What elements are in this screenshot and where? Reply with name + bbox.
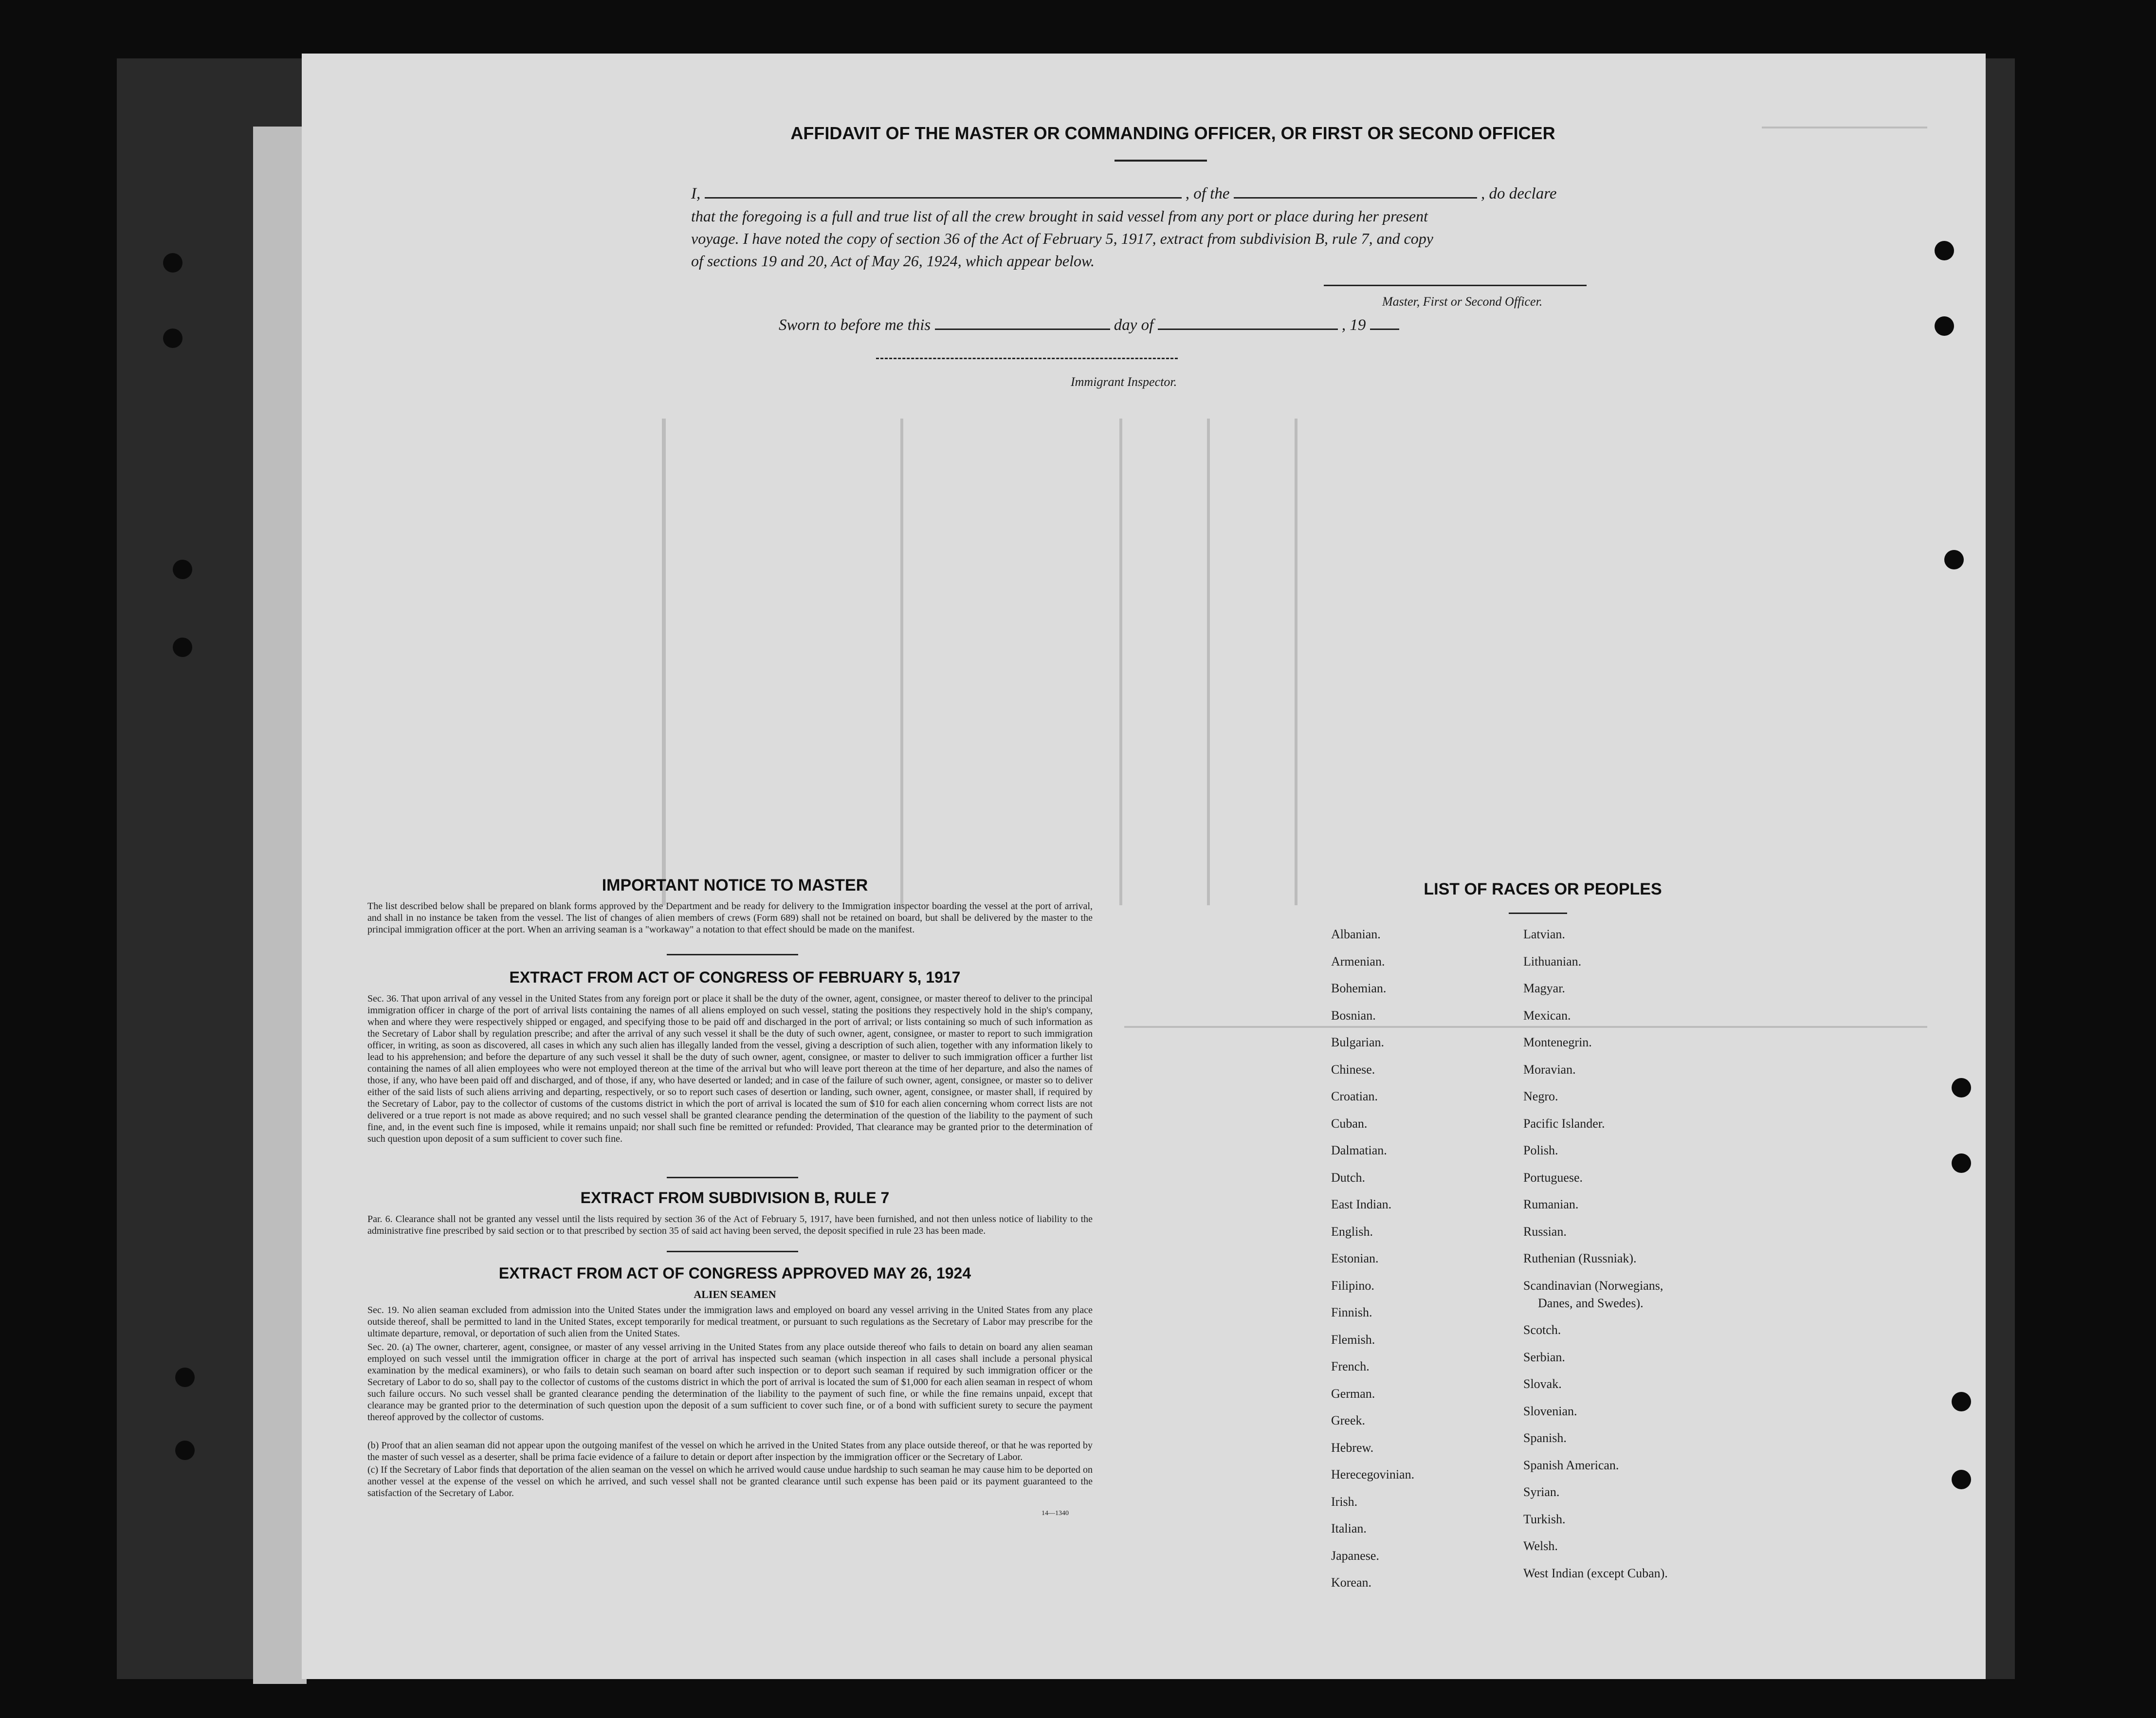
punch-hole [1952,1078,1971,1097]
race-item: Lithuanian. [1523,954,1582,969]
affidavit-line-1 [691,183,1635,205]
race-item: Italian. [1331,1521,1367,1535]
race-item: French. [1331,1359,1370,1373]
master-signature-line[interactable] [1324,285,1587,286]
affidavit-line-2: that the foregoing is a full and true list of all the crew brought in said vessel from any port or place during her present [691,207,1428,225]
punch-hole [173,638,192,657]
sworn-month-blank[interactable] [1158,316,1338,330]
sworn-text: Sworn to before me this [779,316,931,334]
race-item: Hebrew. [1331,1440,1374,1455]
underlying-page-edge [253,127,307,1684]
master-signature-caption: Master, First or Second Officer. [1382,294,1543,309]
affidavit-i: I, [691,185,701,202]
sworn-year-blank[interactable] [1370,316,1399,330]
extract-1924-sec20a: Sec. 20. (a) The owner, charterer, agent, consignee, or master of any vessel arriving in the United States from any place outside thereof who fails to detain on board any alien seaman employed on such vessel until the immigration officer in charge at the port of arrival has inspected such seaman (which inspection in all cases shall include a personal physical examination by the medical examiners), or who fails to detain such seaman on board after such inspection or to deport such seaman if required by such immigration officer or the Secretary of Labor to do so, shall pay to the collector of customs of the customs district in which the port of arrival is located the sum of $1,000 for each alien seaman in respect of whom such failure occurs. No such vessel shall be granted clearance pending the determination of the liability to the payment of such fine, or while the fine remains unpaid, except that clearance may be granted prior to the determination of such question upon the deposit of a sum sufficient to cover such fine, or of a bond with sufficient surety to secure the payment thereof approved by the collector of customs. [367,1342,1093,1423]
officer-name-blank[interactable] [705,184,1182,199]
sworn-year-prefix: , 19 [1341,316,1366,334]
manifest-page [302,54,1986,1679]
race-item: East Indian. [1331,1197,1392,1211]
race-item: Greek. [1331,1413,1366,1427]
race-item: Irish. [1331,1494,1358,1509]
race-item: Croatian. [1331,1089,1378,1103]
extract-1917-body: Sec. 36. That upon arrival of any vessel in the United States from any foreign port or place it shall be the duty of the owner, agent, consignee, or master thereof to deliver to the principal immigration officer in charge of the port of arrival lists containing the names of all aliens employed on such vessel, stating the positions they respectively hold in the ship's company, when and where they were respectively shipped or engaged, and specifying those to be paid off and discharged in the port of arrival; or lists containing so much of such information as the Secretary of Labor shall by regulation prescribe; and after the arrival of any such vessel it shall be the duty of such owner, agent, consignee, or master to report to such immigration officer, in writing, as soon as discovered, all cases in which any such alien has illegally landed from the vessel, giving a description of such alien, together with any information likely to lead to his apprehension; and before the departure of any such vessel it shall be the duty of such owner, agent, consignee, or master to deliver to such immigration officer a further list containing the names of all alien employees who were not employed thereon at the time of the arrival but who will leave port thereon at the time of her departure, and also the names of those, if any, who have been paid off and discharged, and of those, if any, who have deserted or landed; and in case of the failure of such owner, agent, consignee, or master so to deliver either of the said lists of such aliens arriving and departing, respectively, or so to report such cases of desertion or landing, such owner, agent, consignee, or master shall, if required by the Secretary of Labor, pay to the collector of customs of the customs district in which the port of arrival is located the sum of $10 for each alien concerning whom correct lists are not delivered or a true report is not made as above required; and no such vessel shall be granted clearance pending the determination of the question of the liability to the payment of such fine, and, in the event such fine is imposed, while it remains unpaid; nor shall such fine be remitted or refunded: Provided, That clearance may be granted prior to the determination of such question upon deposit of a sum sufficient to cover such fine. [367,993,1093,1144]
vessel-name-blank[interactable] [1234,184,1477,199]
race-item: Danes, and Swedes). [1538,1296,1644,1310]
race-item: Cuban. [1331,1116,1368,1131]
race-item: Negro. [1523,1089,1558,1103]
extract-1924-sec20b: (b) Proof that an alien seaman did not appear upon the outgoing manifest of the vessel on which he arrived in the United States from any place outside thereof, or that he was reported by the master of such vessel as a deserter, shall be prima facie evidence of a failure to detain or deport after inspection by the immigration officer or the Secretary of Labor. [367,1440,1093,1462]
race-item: Dalmatian. [1331,1143,1387,1157]
race-item: Serbian. [1523,1350,1565,1364]
race-item: Flemish. [1331,1332,1375,1347]
race-item: Herecegovinian. [1331,1467,1415,1481]
race-item: Korean. [1331,1575,1372,1590]
punch-hole [163,329,183,348]
race-item: Scandinavian (Norwegians, [1523,1278,1663,1293]
subdivision-b-body: Par. 6. Clearance shall not be granted any vessel until the lists required by section 36 of the Act of February 5, 1917, have been furnished, and not then unless notice of liability to the administrative fine prescribed by said section or to that prescribed by section 35 of said act having been served, the deposit specified in rule 23 has been made. [367,1214,1093,1236]
race-item: Turkish. [1523,1512,1566,1526]
sworn-day-blank[interactable] [935,316,1110,330]
race-item: English. [1331,1224,1373,1239]
race-item: Japanese. [1331,1548,1379,1563]
race-item: Portuguese. [1523,1170,1583,1185]
inspector-signature-caption: Immigrant Inspector. [1071,375,1177,389]
bleed-through-rule [1119,419,1122,905]
extract-1917-rule [667,1177,798,1178]
sworn-line [779,314,1723,336]
race-item: Rumanian. [1523,1197,1579,1211]
race-item: Montenegrin. [1523,1035,1592,1049]
punch-hole [1952,1153,1971,1173]
race-item: Welsh. [1523,1539,1558,1553]
races-title-rule [1509,913,1567,914]
extract-1924-title: EXTRACT FROM ACT OF CONGRESS APPROVED MAY 26, 1924 [498,1264,971,1282]
race-item: Bosnian. [1331,1008,1376,1023]
race-item: Bulgarian. [1331,1035,1385,1049]
notice-title: IMPORTANT NOTICE TO MASTER [602,876,868,895]
extract-1924-subtitle: ALIEN SEAMEN [694,1288,776,1300]
race-item: Magyar. [1523,981,1565,995]
race-item: Spanish American. [1523,1458,1619,1472]
extract-1924-sec20c: (c) If the Secretary of Labor finds that deportation of the alien seaman on the vessel on which he arrived would cause undue hardship to such seaman he may cause him to be deported on another vessel at the expense of the vessel on which he arrived, and such vessel shall not be granted clearance until such expense has been paid or its payment guaranteed to the satisfaction of the Secretary of Labor. [367,1464,1093,1499]
bleed-through-rule [1762,127,1927,128]
bleed-through-rule [1295,419,1297,905]
affidavit-title: AFFIDAVIT OF THE MASTER OR COMMANDING OFFICER, OR FIRST OR SECOND OFFICER [790,123,1555,143]
race-item: Bohemian. [1331,981,1387,995]
punch-hole [1944,550,1964,569]
race-item: Albanian. [1331,927,1381,941]
extract-1917-title: EXTRACT FROM ACT OF CONGRESS OF FEBRUARY 5, 1917 [509,969,961,986]
race-item: Chinese. [1331,1062,1375,1077]
form-number: 14—1340 [1041,1510,1069,1517]
sworn-day-of: day of [1114,316,1154,334]
race-item: Slovak. [1523,1377,1562,1391]
race-item: Finnish. [1331,1305,1372,1319]
punch-hole [1952,1392,1971,1411]
race-item: Filipino. [1331,1278,1374,1293]
notice-rule [667,954,798,955]
punch-hole [1952,1470,1971,1489]
race-item: Moravian. [1523,1062,1576,1077]
punch-hole [1935,241,1954,260]
affidavit-text [691,183,1635,272]
affidavit-title-rule [1115,160,1207,162]
punch-hole [1935,316,1954,336]
bleed-through-rule [1124,1026,1927,1028]
affidavit-line-3: voyage. I have noted the copy of section 36 of the Act of February 5, 1917, extract from subdivision B, rule 7, and copy [691,230,1433,247]
race-item: Armenian. [1331,954,1385,969]
bleed-through-rule [1207,419,1210,905]
race-item: Estonian. [1331,1251,1379,1265]
race-item: Spanish. [1523,1431,1567,1445]
punch-hole [173,560,192,579]
affidavit-declare: , do declare [1480,185,1557,202]
notice-body: The list described below shall be prepared on blank forms approved by the Department and be ready for delivery to the Immigration inspector boarding the vessel at the port of arrival, and shall in no instance be taken from the vessel. The list of changes of alien members of crews (Form 689) shall not be retained on board, but shall be delivered by the master to the principal immigration officer at the port. When an arriving seaman is a "workaway" a notation to that effect should be made on the manifest. [367,901,1093,935]
bleed-through-rule [900,419,903,905]
race-item: Polish. [1523,1143,1558,1157]
race-item: Slovenian. [1523,1404,1577,1418]
race-item: Pacific Islander. [1523,1116,1605,1131]
races-title: LIST OF RACES OR PEOPLES [1424,880,1662,898]
race-item: Syrian. [1523,1485,1560,1499]
race-item: Scotch. [1523,1323,1561,1337]
race-item: German. [1331,1386,1375,1401]
extract-1924-sec19: Sec. 19. No alien seaman excluded from admission into the United States under the immigration laws and employed on board any vessel arriving in the United States from any place outside thereof, shall be permitted to land in the United States, except temporarily for medical treatment, or pursuant to such regulations as the Secretary of Labor may prescribe for the ultimate departure, removal, or deportation of such alien from the United States. [367,1305,1093,1339]
subdivision-b-title: EXTRACT FROM SUBDIVISION B, RULE 7 [580,1189,890,1206]
race-item: West Indian (except Cuban). [1523,1566,1668,1580]
race-item: Latvian. [1523,927,1565,941]
punch-hole [175,1441,195,1460]
punch-hole [163,253,183,273]
race-item: Ruthenian (Russniak). [1523,1251,1637,1265]
bleed-through-rule [662,419,666,905]
affidavit-line-4: of sections 19 and 20, Act of May 26, 1924, which appear below. [691,252,1095,270]
race-item: Russian. [1523,1224,1567,1239]
inspector-signature-line[interactable] [876,358,1178,359]
race-item: Dutch. [1331,1170,1366,1185]
race-item: Mexican. [1523,1008,1571,1023]
subdivision-b-rule [667,1251,798,1252]
punch-hole [175,1368,195,1387]
affidavit-of-the: , of the [1185,185,1230,202]
